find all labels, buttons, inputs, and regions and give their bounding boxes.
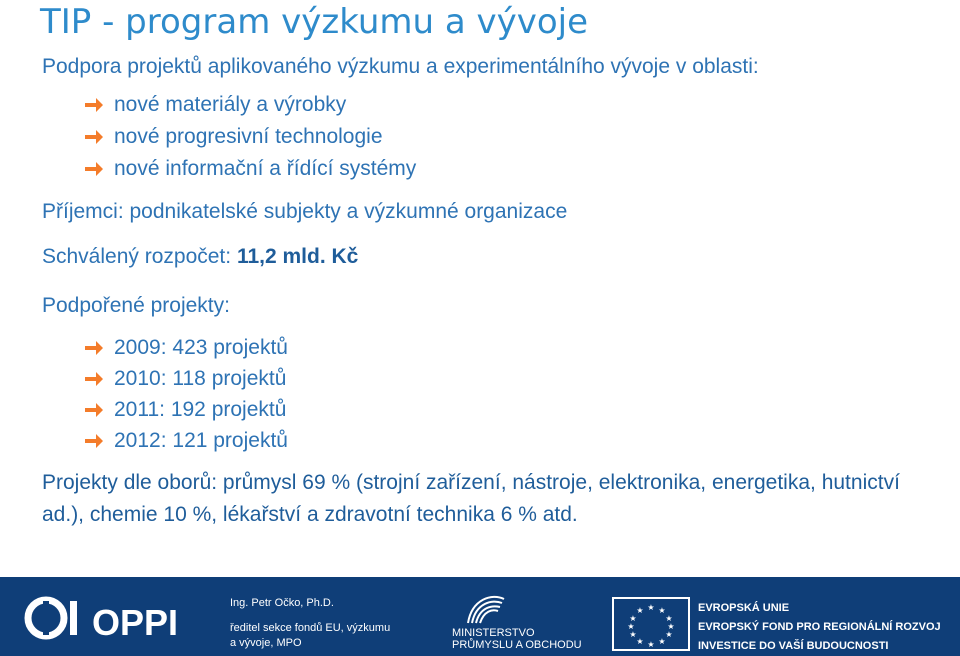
- area-item-3: nové informační a řídící systémy: [84, 157, 416, 181]
- svg-text:★: ★: [636, 606, 644, 615]
- supported-item-3: 2011: 192 projektů: [84, 398, 286, 422]
- area-item-2: nové progresivní technologie: [84, 125, 383, 149]
- eu-text: [698, 599, 941, 656]
- supported-label: Podpořené projekty:: [42, 294, 230, 317]
- budget-label: Schválený rozpočet:: [42, 245, 237, 268]
- svg-text:★: ★: [658, 637, 666, 646]
- presenter-info: [230, 596, 390, 651]
- footer-bar: [0, 577, 960, 656]
- supported-item-1: 2009: 423 projektů: [84, 336, 288, 360]
- ministry-text: MINISTERSTVO PRŮMYSLU A OBCHODU: [452, 627, 582, 651]
- recipients-text: Příjemci: podnikatelské subjekty a výzkumné organizace: [42, 200, 568, 223]
- slide-title: TIP - program výzkumu a vývoje: [40, 2, 589, 42]
- arrow-right-icon: [84, 429, 106, 453]
- presenter-name: Ing. Petr Očko, Ph.D.: [230, 597, 334, 609]
- svg-text:★: ★: [665, 614, 673, 623]
- arrow-right-icon: [84, 93, 106, 117]
- svg-text:★: ★: [629, 614, 637, 623]
- svg-text:★: ★: [647, 603, 655, 612]
- budget-value: 11,2 mld. Kč: [236, 245, 359, 268]
- arrow-right-icon: [84, 367, 106, 391]
- arrow-right-icon: [84, 157, 106, 181]
- svg-text:★: ★: [647, 640, 655, 649]
- presenter-role-1: ředitel sekce fondů EU, výzkumu: [230, 622, 391, 634]
- svg-text:★: ★: [627, 622, 635, 631]
- svg-text:★: ★: [667, 622, 675, 631]
- eu-line-2: EVROPSKÝ FOND PRO REGIONÁLNÍ ROZVOJ: [698, 621, 941, 633]
- svg-text:★: ★: [636, 637, 644, 646]
- arrow-right-icon: [84, 336, 106, 360]
- area-item-1: nové materiály a výrobky: [84, 93, 346, 117]
- supported-item-4: 2012: 121 projektů: [84, 429, 288, 453]
- arrow-right-icon: [84, 398, 106, 422]
- svg-text:★: ★: [658, 606, 666, 615]
- intro-text: Podpora projektů aplikovaného výzkumu a experimentálního vývoje v oblasti:: [42, 55, 759, 78]
- eu-line-1: EVROPSKÁ UNIE: [698, 602, 790, 614]
- fields-paragraph: Projekty dle oborů: průmysl 69 % (strojní zařízení, nástroje, elektronika, energetika, hutnictví ad.), chemie 10 %, lékařství a zdravotní technika 6 % atd.: [42, 471, 900, 526]
- eu-flag-icon: [612, 597, 690, 651]
- eu-line-3: INVESTICE DO VAŠÍ BUDOUCNOSTI: [698, 640, 889, 652]
- svg-text:★: ★: [629, 630, 637, 639]
- oppi-logo: [24, 593, 214, 643]
- presenter-role-2: a vývoje, MPO: [230, 637, 302, 649]
- supported-item-2: 2010: 118 projektů: [84, 367, 286, 391]
- oppi-text: OPPI: [92, 602, 179, 643]
- budget-line: [42, 245, 358, 269]
- svg-text:★: ★: [665, 630, 673, 639]
- arrow-right-icon: [84, 125, 106, 149]
